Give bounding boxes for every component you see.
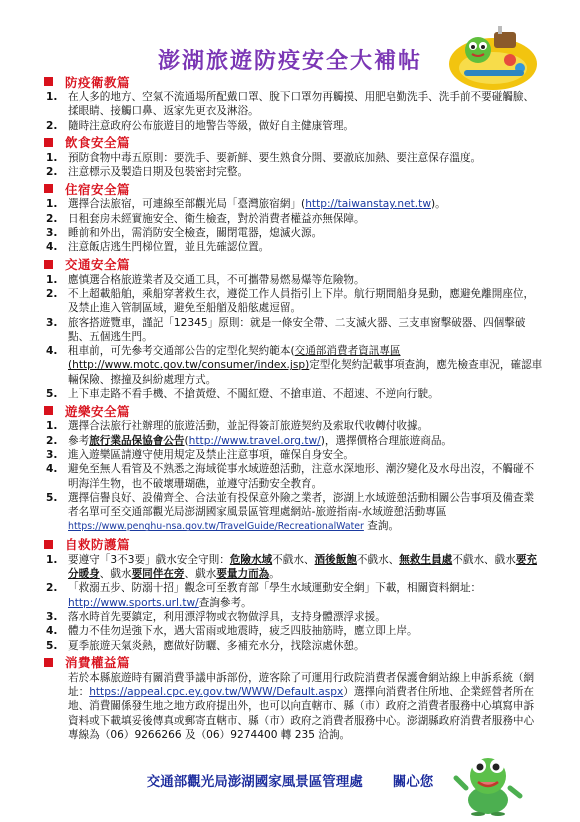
list-item [44, 639, 544, 653]
list-item [44, 273, 544, 287]
item-text [68, 119, 544, 133]
item-number: 5. [46, 491, 58, 504]
list-item [44, 165, 544, 179]
section-title: 自救防護篇 [65, 537, 131, 553]
item-text [68, 165, 544, 179]
link[interactable]: https://www.penghu-nsa.gov.tw/TravelGuide/RecreationalWater [68, 521, 364, 533]
text-segment: 應慎選合格旅遊業者及交通工具，不可攜帶易燃易爆等危險物。 [68, 273, 365, 286]
text-segment: )。 [430, 198, 446, 211]
text-segment: 避免至無人看管及不熟悉之海域從事水域遊憩活動，注意水深地形、潮汐變化及水母出沒，不觸碰不明海洋生物，也不破壞珊瑚礁，並遵守活動安全教育。 [68, 463, 535, 490]
item-text [68, 387, 544, 401]
item-text [68, 419, 544, 433]
text-segment: 旅行業品保協會公告 [89, 434, 185, 447]
section-list [44, 151, 544, 180]
section-title: 交通安全篇 [65, 257, 131, 273]
section-list [44, 90, 544, 133]
item-text [68, 434, 544, 448]
text-segment: )，選擇價格合理旅遊商品。 [320, 434, 453, 447]
section-header [44, 134, 544, 151]
section-title: 消費權益篇 [65, 655, 131, 671]
bullet-square-icon [44, 658, 53, 667]
item-text [68, 344, 544, 387]
text-segment: 選擇合法旅宿，可連線至部觀光局「臺灣旅宿網」( [68, 198, 306, 211]
section-title: 防疫衛教篇 [65, 74, 131, 90]
text-segment: 。 [269, 568, 280, 581]
text-segment: 體力不佳勿逞強下水，遇大雷雨或地震時，疲乏四肢抽筋時，應立即上岸。 [68, 625, 418, 638]
link[interactable]: http://taiwanstay.net.tw [305, 198, 431, 211]
text-segment: 落水時首先要鎮定，利用漂浮物或衣物做浮具，支持身體漂浮求援。 [68, 610, 386, 623]
bullet-square-icon [44, 540, 53, 549]
text-segment: 注意飯店逃生門梯位置，並且先確認位置。 [68, 241, 270, 254]
item-number: 1. [46, 553, 58, 566]
link[interactable]: http://www.travel.org.tw/ [188, 434, 321, 447]
item-number: 4. [46, 625, 58, 638]
consumer-rights-paragraph [44, 671, 544, 742]
text-segment: 選擇合法旅行社辦理的旅遊活動，並記得簽訂旅遊契約及索取代收轉付收據。 [68, 420, 429, 433]
section-list [44, 553, 544, 653]
item-number: 4. [46, 345, 58, 358]
item-number: 2. [46, 287, 58, 300]
list-item [44, 448, 544, 462]
list-item [44, 240, 544, 254]
item-number: 4. [46, 463, 58, 476]
list-item [44, 287, 544, 316]
text-segment: 不上超載船舶，乘船穿著救生衣，遵從工作人員指引上下岸。航行期間船身晃動，應避免離開座位，及禁止進入管制區域，避免至船艏及船舷處逗留。 [68, 287, 535, 315]
text-segment: 進入遊樂區請遵守使用規定及禁止注意事項，確保自身安全。 [68, 448, 355, 461]
list-item [44, 212, 544, 226]
item-number: 1. [46, 420, 58, 433]
text-segment: 、戲水 [99, 568, 132, 581]
text-segment: 要充分暖身 [68, 553, 538, 581]
text-segment: 不戲水、戲水 [452, 553, 516, 566]
text-segment: 、戲水 [184, 568, 217, 581]
text-segment: ( [184, 434, 189, 447]
text-segment: 參考 [68, 434, 90, 447]
item-text [68, 197, 544, 211]
section-header [44, 402, 544, 419]
list-item [44, 610, 544, 624]
text-segment: 睡前和外出，需消防安全檢查，關閉電器，熄滅火源。 [68, 227, 323, 240]
section-list [44, 273, 544, 402]
list-item [44, 119, 544, 133]
footer-org: 交通部觀光局澎湖國家風景區管理處 [146, 774, 363, 790]
item-text [68, 553, 544, 582]
text-segment: 定型化契約記載事項查詢，應先檢查車況，確認車輛保險、擦撞及糾紛處理方式。 [68, 359, 543, 386]
item-number: 4. [46, 241, 58, 254]
item-text [68, 491, 544, 535]
item-number: 3. [46, 227, 58, 240]
text-segment: 若於本縣旅遊時有關消費爭議申訴部份，遊客除了可運用行政院消費者保護會網站線上申訴系統（網址： [68, 671, 535, 699]
section-list [44, 419, 544, 534]
item-number: 1. [46, 273, 58, 286]
text-segment: 「救溺五步、防溺十招」觀念可至教育部「學生水域運動安全網」下載，相關資料網址： [68, 582, 482, 595]
item-text [68, 316, 544, 345]
bullet-square-icon [44, 77, 53, 86]
item-number: 2. [46, 166, 58, 179]
text-segment: ）選擇向消費者住所地、企業經營者所在地、消費關係發生地之地方政府提出外，也可以向直轄市、縣（市）政府之消費者服務中心填寫申訴資料或下載填妥後傳真或郵寄直轄市、縣（市）政府之消費者服務中心。澎湖縣政府消費者服務中心專線為（06）9266266 及（06）9274400 轉 235 洽詢。 [68, 686, 535, 741]
item-number: 5. [46, 388, 58, 401]
list-item [44, 491, 544, 535]
frog-mascot-icon [452, 748, 524, 816]
list-item [44, 419, 544, 433]
bullet-square-icon [44, 184, 53, 193]
text-segment: (http://www.motc.gov.tw/consumer/index.jsp) [68, 359, 310, 372]
text-segment: 夏季旅遊天氣炎熱，應做好防曬、多補充水分，找陰涼處休憩。 [68, 639, 365, 652]
text-segment: 旅客搭遊覽車，謹記「12345」原則：就是一條安全帶、二支滅火器、三支車窗擊破器、四個擊破點、五個逃生門。 [68, 316, 526, 343]
text-segment: 要遵守「3不3要」戲水安全守則： [68, 553, 230, 566]
list-item [44, 197, 544, 211]
text-segment: 選擇信譽良好、設備齊全、合法並有投保意外險之業者，澎湖上水域遊憩活動相關公告事項及備查業者名單可至交通部觀光局澎湖國家風景區管理處網站-旅遊指南-水域遊憩活動專區 [68, 491, 535, 519]
link[interactable]: https://appeal.cpc.ey.gov.tw/WWW/Default.aspx [89, 686, 344, 699]
text-segment: 危險水域 [229, 553, 273, 566]
list-item [44, 387, 544, 401]
bullet-square-icon [44, 138, 53, 147]
bullet-square-icon [44, 406, 53, 415]
text-segment: 交通部消費者資訊專區 [294, 345, 401, 358]
list-item [44, 151, 544, 165]
item-text [68, 226, 544, 240]
item-number: 3. [46, 448, 58, 461]
text-segment: 隨時注意政府公布旅遊目的地警告等級，做好自主健康管理。 [68, 119, 355, 132]
item-number: 2. [46, 582, 58, 595]
section-header [44, 536, 544, 553]
list-item [44, 90, 544, 119]
item-number: 1. [46, 91, 58, 103]
item-number: 3. [46, 316, 58, 329]
text-segment: 查詢。 [363, 520, 400, 533]
section-header [44, 256, 544, 273]
item-number: 1. [46, 151, 58, 164]
text-segment: 酒後飯飽 [314, 553, 357, 566]
section-header [44, 73, 544, 90]
item-text [68, 287, 544, 316]
list-item [44, 462, 544, 491]
item-text [68, 240, 544, 254]
item-text [68, 462, 544, 491]
link[interactable]: http://www.sports.url.tw/ [68, 596, 199, 609]
text-segment: 在人多的地方、空氣不流通場所配戴口罩、脫下口罩勿再觸摸、用肥皂勤洗手、洗手前不要碰觸臉、揉眼睛、接觸口鼻、返家先更衣及淋浴。 [68, 91, 535, 118]
text-segment: 查詢參考。 [198, 596, 252, 609]
text-segment: 要同伴在旁 [131, 568, 185, 581]
item-text [68, 151, 544, 165]
item-number: 2. [46, 119, 58, 132]
item-text [68, 448, 544, 462]
text-segment: 不戲水、 [272, 553, 315, 566]
item-text [68, 212, 544, 226]
text-segment: 上下車走路不看手機、不搶黃燈、不闖紅燈、不搶車道、不超速、不逆向行駛。 [68, 388, 439, 401]
section-title: 遊樂安全篇 [65, 403, 131, 419]
text-segment: 租車前，可先參考交通部公告的定型化契約範本( [68, 345, 295, 358]
section-header [44, 180, 544, 197]
list-item [44, 553, 544, 582]
text-segment: 無救生員處 [399, 553, 453, 566]
text-segment: 預防食物中毒五原則：要洗手、要新鮮、要生熟食分開、要澈底加熱、要注意保存溫度。 [68, 151, 482, 164]
list-item [44, 226, 544, 240]
item-text [68, 581, 544, 610]
page-title: 澎湖旅遊防疫安全大補帖 [157, 49, 422, 74]
text-segment: 要量力而為 [216, 568, 270, 581]
section-title: 飲食安全篇 [65, 135, 131, 151]
bullet-square-icon [44, 260, 53, 269]
text-segment: 注意標示及製造日期及包裝密封完整。 [68, 166, 249, 179]
item-text [68, 624, 544, 638]
item-text [68, 639, 544, 653]
content [44, 72, 544, 742]
section-header [44, 654, 544, 671]
item-text [68, 610, 544, 624]
section-list [44, 197, 544, 254]
section-title: 住宿安全篇 [65, 181, 131, 197]
item-text [68, 90, 544, 119]
item-text [68, 273, 544, 287]
list-item [44, 624, 544, 638]
list-item [44, 316, 544, 345]
item-number: 1. [46, 198, 58, 211]
text-segment: 不戲水、 [356, 553, 400, 566]
item-number: 2. [46, 434, 58, 447]
list-item [44, 434, 544, 448]
item-number: 5. [46, 639, 58, 652]
list-item [44, 581, 544, 610]
footer-care: 關心您 [392, 774, 434, 790]
text-segment: 日租套房未經實施安全、衛生檢查，對於消費者權益亦無保障。 [68, 212, 365, 225]
list-item [44, 344, 544, 387]
item-number: 2. [46, 212, 58, 225]
item-number: 3. [46, 610, 58, 623]
